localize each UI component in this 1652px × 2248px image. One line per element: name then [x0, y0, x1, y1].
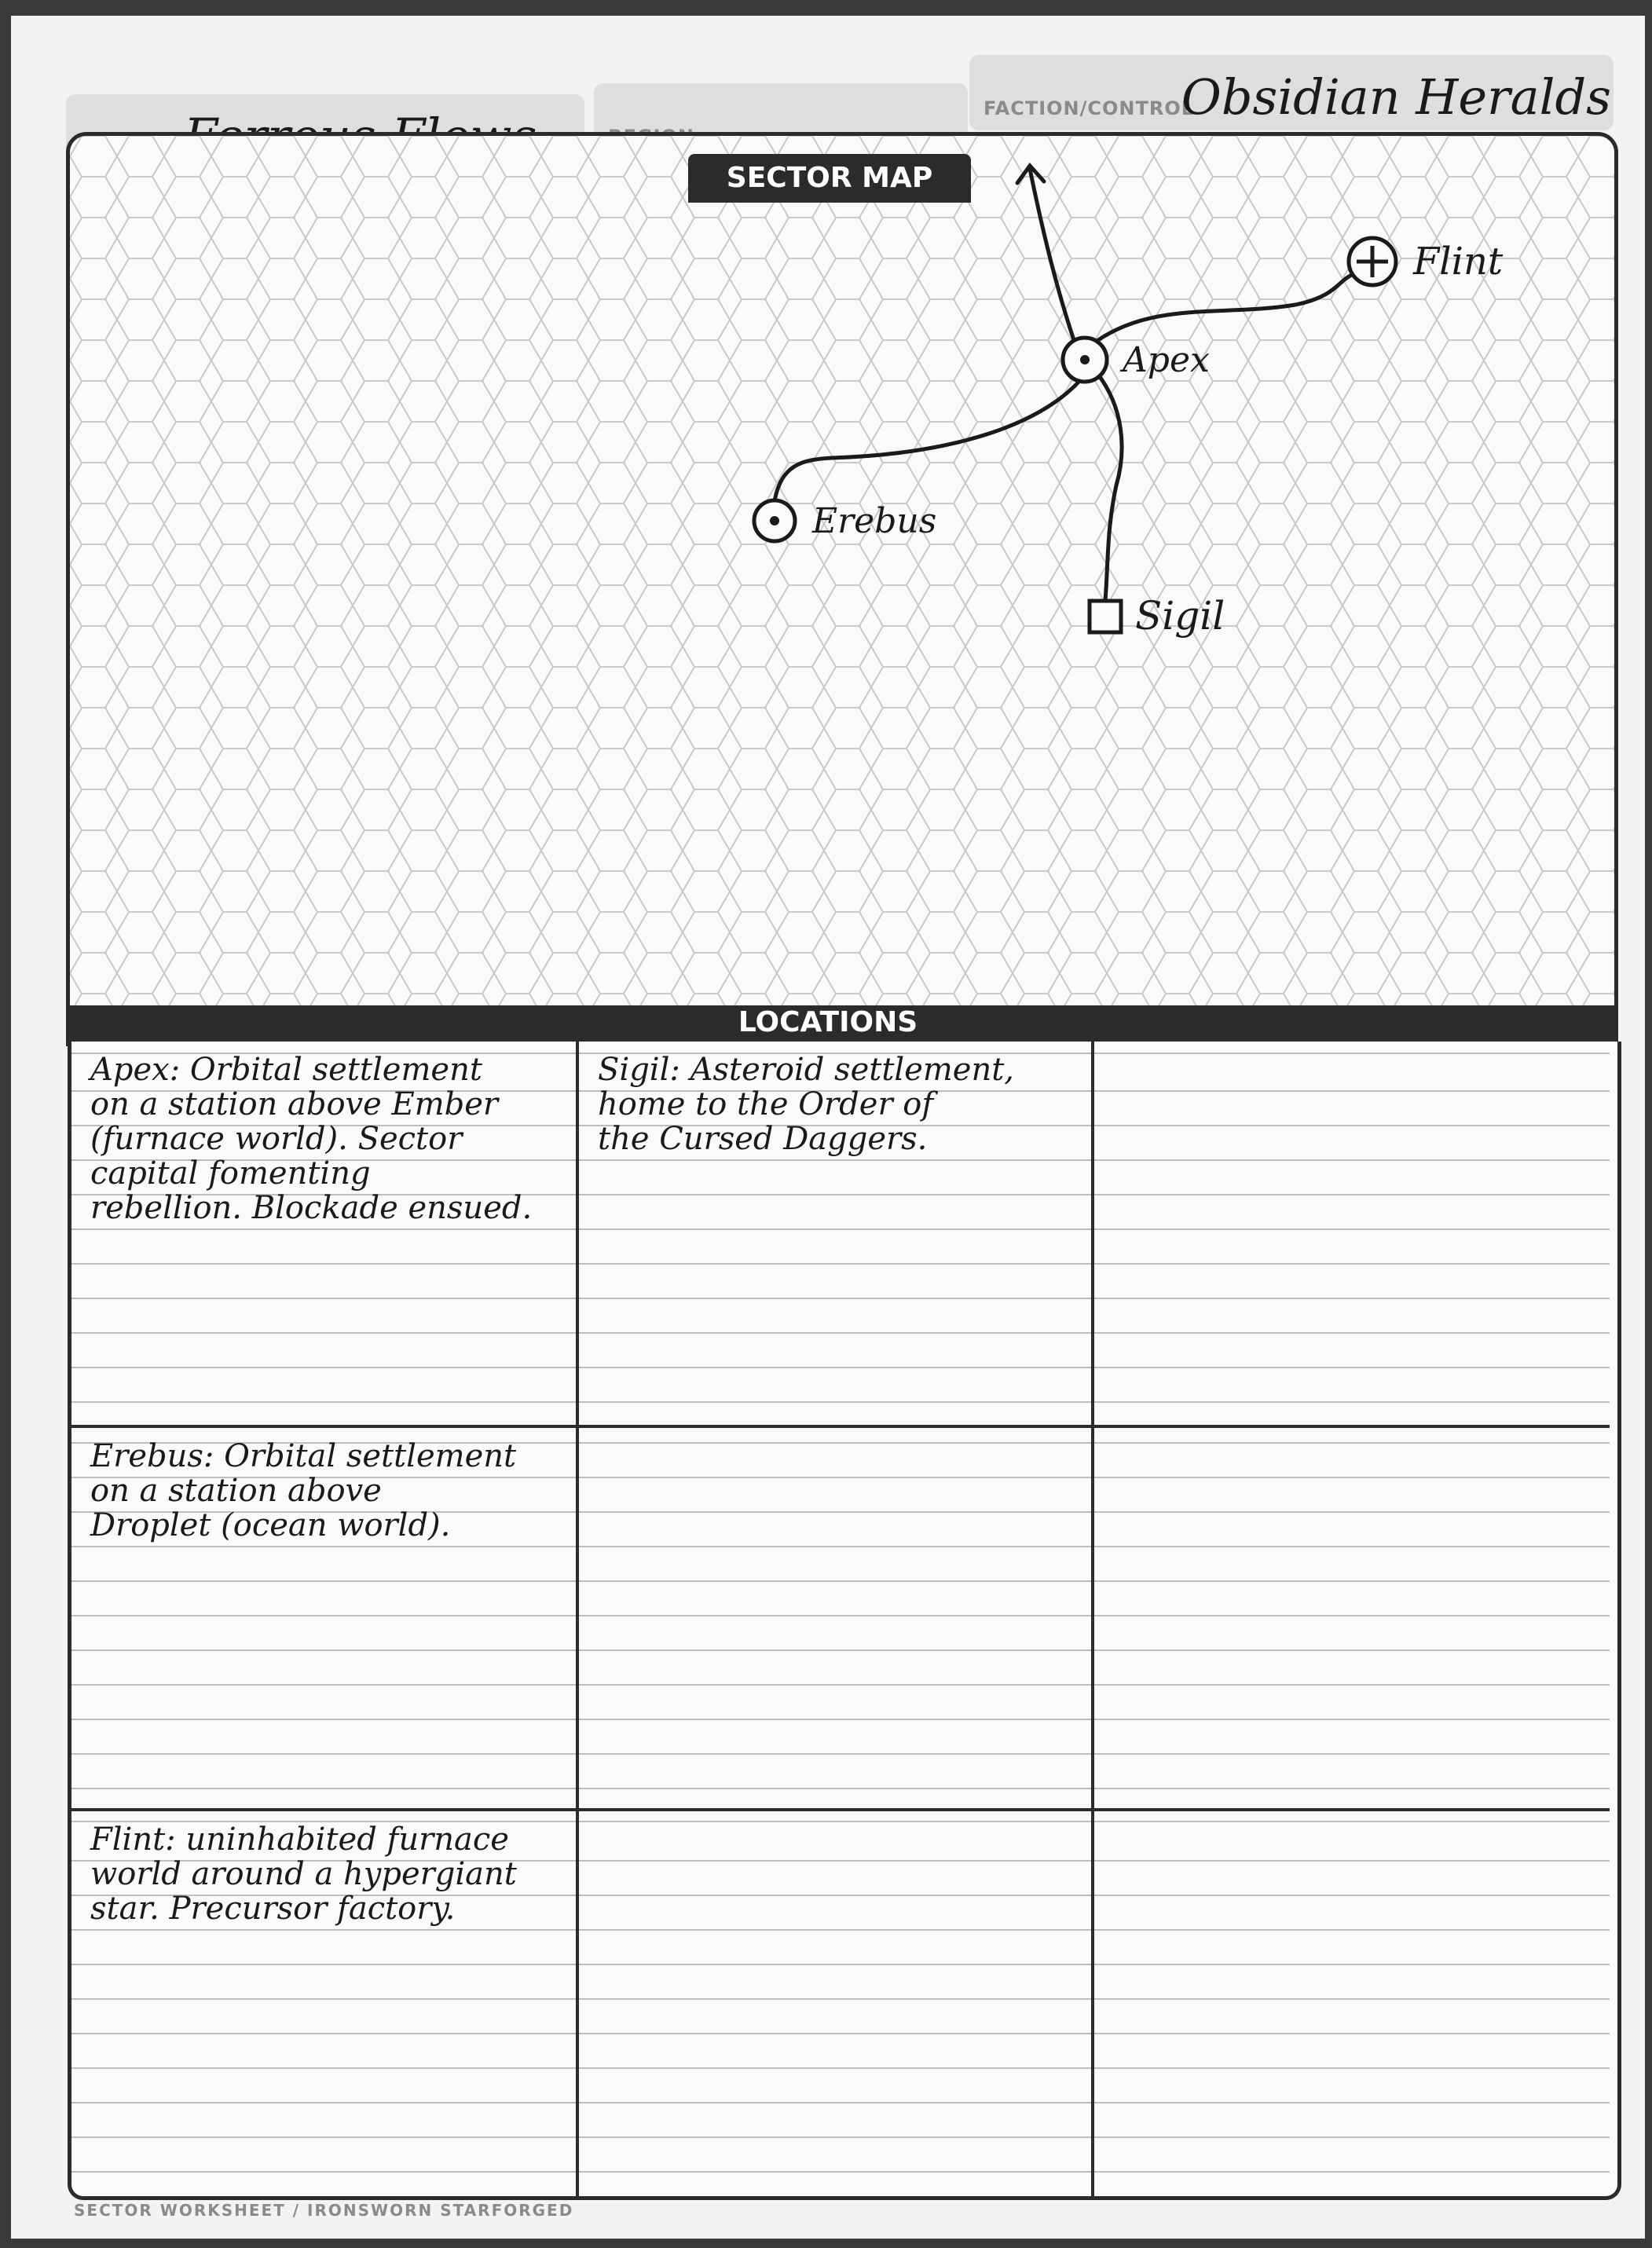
faction-value: Obsidian Heralds [1181, 68, 1611, 126]
locations-grid [68, 1042, 1621, 2200]
hex-grid [70, 136, 1614, 1022]
plus-circle-icon [1349, 238, 1396, 285]
map-label-erebus: Erebus [812, 501, 937, 541]
location-cell[interactable] [71, 1428, 579, 1811]
location-cell[interactable] [71, 1042, 579, 1428]
dot-circle-icon [754, 500, 795, 541]
location-note: Erebus: Orbital settlement on a station above Droplet (ocean world). [90, 1438, 517, 1543]
location-cell[interactable] [1094, 1811, 1610, 2196]
location-cell[interactable] [579, 1042, 1094, 1428]
location-cell[interactable] [1094, 1428, 1610, 1811]
location-note: Apex: Orbital settlement on a station above Ember (furnace world). Sector capital fomenting rebellion. Blockade ensued. [90, 1052, 533, 1226]
sector-map-title: SECTOR MAP [688, 154, 971, 203]
map-label-apex: Apex [1123, 340, 1210, 380]
map-label-sigil: Sigil [1135, 593, 1225, 639]
locations-title: LOCATIONS [738, 1006, 918, 1038]
location-note: Flint: uninhabited furnace world around a hypergiant star. Precursor factory. [90, 1821, 517, 1927]
location-cell[interactable] [1094, 1042, 1610, 1428]
location-cell[interactable] [579, 1428, 1094, 1811]
map-label-flint: Flint [1413, 240, 1504, 284]
faction-field[interactable] [969, 55, 1614, 130]
worksheet-page [11, 16, 1645, 2239]
footer-text: SECTOR WORKSHEET / IRONSWORN STARFORGED [74, 2201, 574, 2220]
faction-label: FACTION/CONTROL [984, 97, 1195, 119]
sector-map[interactable] [66, 132, 1618, 1026]
location-cell[interactable] [71, 1811, 579, 2196]
square-icon [1090, 601, 1121, 632]
dot-circle-icon [1063, 338, 1107, 382]
location-cell[interactable] [579, 1811, 1094, 2196]
location-note: Sigil: Asteroid settlement, home to the Order of the Cursed Daggers. [598, 1052, 1015, 1157]
